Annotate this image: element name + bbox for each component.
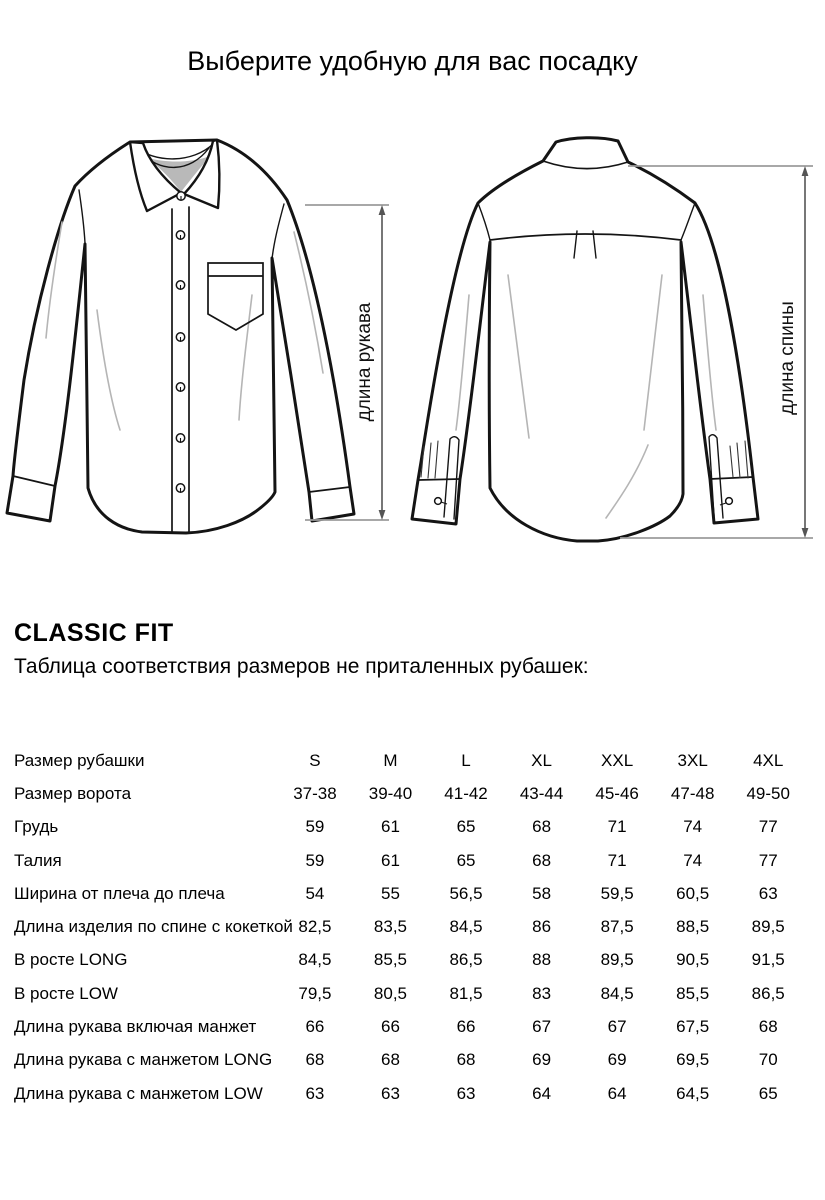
size-cell: 43-44: [519, 783, 564, 803]
size-cell: 55: [381, 883, 400, 903]
size-cell: 86,5: [449, 950, 483, 970]
back-length-arrowhead-bottom: [802, 528, 809, 538]
size-cell: 80,5: [373, 983, 408, 1003]
size-cell: 66: [381, 1017, 400, 1037]
size-cell: 64: [532, 1083, 552, 1103]
size-cell: 65: [758, 1083, 778, 1103]
size-cell: 91,5: [751, 950, 785, 970]
size-row: [14, 1044, 806, 1077]
size-cell: 85,5: [373, 950, 408, 970]
size-cell: 90,5: [676, 950, 710, 970]
size-cell: 74: [683, 850, 703, 870]
size-cell: 82,5: [298, 917, 332, 937]
size-cell: 45-46: [595, 783, 639, 803]
size-row: [14, 877, 806, 910]
size-cell: 61: [381, 850, 400, 870]
size-cell: 87,5: [600, 917, 634, 937]
row-label: Длина рукава включая манжет: [14, 1017, 257, 1037]
size-cell: 88,5: [676, 917, 710, 937]
size-cell: 67: [532, 1017, 552, 1037]
size-cell: 67,5: [676, 1017, 710, 1037]
size-cell: 68: [532, 817, 552, 837]
table-caption: Таблица соответствия размеров не приталенных рубашек:: [14, 655, 589, 678]
shirt-diagram-svg: [0, 130, 825, 570]
size-column-header: 4XL: [753, 750, 784, 770]
size-cell: 74: [683, 817, 703, 837]
sleeve-length-arrowhead-top: [379, 205, 386, 215]
size-cell: 83: [532, 983, 552, 1003]
size-header-row: [14, 744, 806, 777]
size-cell: 56,5: [449, 883, 483, 903]
shirt-drawings: [0, 130, 825, 570]
size-cell: 69,5: [676, 1050, 710, 1070]
size-cell: 47-48: [670, 783, 715, 803]
size-column-header: M: [383, 750, 398, 770]
row-label: Размер рубашки: [14, 750, 145, 770]
size-cell: 67: [607, 1017, 627, 1037]
size-cell: 37-38: [293, 783, 337, 803]
size-cell: 65: [456, 850, 476, 870]
size-cell: 89,5: [751, 917, 785, 937]
size-cell: 86,5: [751, 983, 785, 1003]
sleeve-length-arrowhead-bottom: [379, 510, 386, 520]
size-cell: 79,5: [298, 983, 332, 1003]
size-row: [14, 811, 806, 844]
size-cell: 66: [456, 1017, 476, 1037]
back-length-label: длина спины: [777, 301, 798, 415]
section-heading: CLASSIC FIT: [14, 619, 174, 647]
size-cell: 59,5: [600, 883, 634, 903]
shirt-front-drawing: [7, 140, 354, 533]
row-label: Длина изделия по спине с кокеткой: [14, 917, 293, 937]
size-cell: 41-42: [444, 783, 488, 803]
size-cell: 83,5: [373, 917, 408, 937]
size-column-header: XL: [531, 750, 552, 770]
size-cell: 59: [305, 817, 325, 837]
row-label: Длина рукава с манжетом LONG: [14, 1050, 273, 1070]
size-cell: 85,5: [676, 983, 710, 1003]
size-row: [14, 977, 806, 1010]
size-cell: 89,5: [600, 950, 634, 970]
row-label: Талия: [14, 850, 62, 870]
size-row: [14, 844, 806, 877]
size-column-header: L: [461, 750, 471, 770]
size-row: [14, 910, 806, 943]
size-cell: 77: [758, 817, 778, 837]
size-cell: 39-40: [368, 783, 413, 803]
row-label: Ширина от плеча до плеча: [14, 883, 225, 903]
size-cell: 64,5: [676, 1083, 710, 1103]
row-label: Грудь: [14, 817, 59, 837]
size-cell: 49-50: [746, 783, 790, 803]
size-cell: 68: [532, 850, 552, 870]
size-cell: 64: [607, 1083, 627, 1103]
size-cell: 54: [305, 883, 325, 903]
size-cell: 68: [758, 1017, 778, 1037]
size-cell: 68: [456, 1050, 476, 1070]
page-title: Выберите удобную для вас посадку: [187, 46, 638, 76]
size-cell: 63: [758, 883, 778, 903]
size-cell: 86: [532, 917, 552, 937]
sleeve-length-label: длина рукава: [354, 302, 375, 422]
size-column-header: XXL: [601, 750, 634, 770]
size-cell: 59: [305, 850, 325, 870]
size-cell: 70: [758, 1050, 778, 1070]
row-label: В росте LONG: [14, 950, 128, 970]
row-label: Длина рукава с манжетом LOW: [14, 1083, 263, 1103]
size-column-header: 3XL: [677, 750, 708, 770]
size-cell: 69: [532, 1050, 552, 1070]
size-row: [14, 1077, 806, 1110]
row-label: Размер ворота: [14, 783, 132, 803]
size-column-header: S: [309, 750, 321, 770]
size-cell: 71: [607, 817, 627, 837]
size-cell: 66: [305, 1017, 325, 1037]
size-cell: 84,5: [600, 983, 634, 1003]
size-cell: 68: [305, 1050, 325, 1070]
row-label: В росте LOW: [14, 983, 118, 1003]
size-cell: 77: [758, 850, 778, 870]
size-cell: 81,5: [449, 983, 483, 1003]
size-cell: 65: [456, 817, 476, 837]
size-cell: 63: [305, 1083, 325, 1103]
back-length-arrowhead-top: [802, 166, 809, 176]
size-cell: 58: [532, 883, 552, 903]
size-cell: 63: [456, 1083, 476, 1103]
size-cell: 84,5: [449, 917, 483, 937]
size-cell: 60,5: [676, 883, 710, 903]
size-cell: 84,5: [298, 950, 332, 970]
size-table: [14, 744, 806, 1110]
size-cell: 68: [381, 1050, 400, 1070]
size-cell: 63: [381, 1083, 400, 1103]
size-cell: 88: [532, 950, 552, 970]
size-cell: 61: [381, 817, 400, 837]
size-row: [14, 944, 806, 977]
size-row: [14, 777, 806, 810]
size-cell: 71: [607, 850, 627, 870]
shirt-back-drawing: [412, 138, 758, 541]
size-row: [14, 1010, 806, 1043]
size-cell: 69: [607, 1050, 627, 1070]
